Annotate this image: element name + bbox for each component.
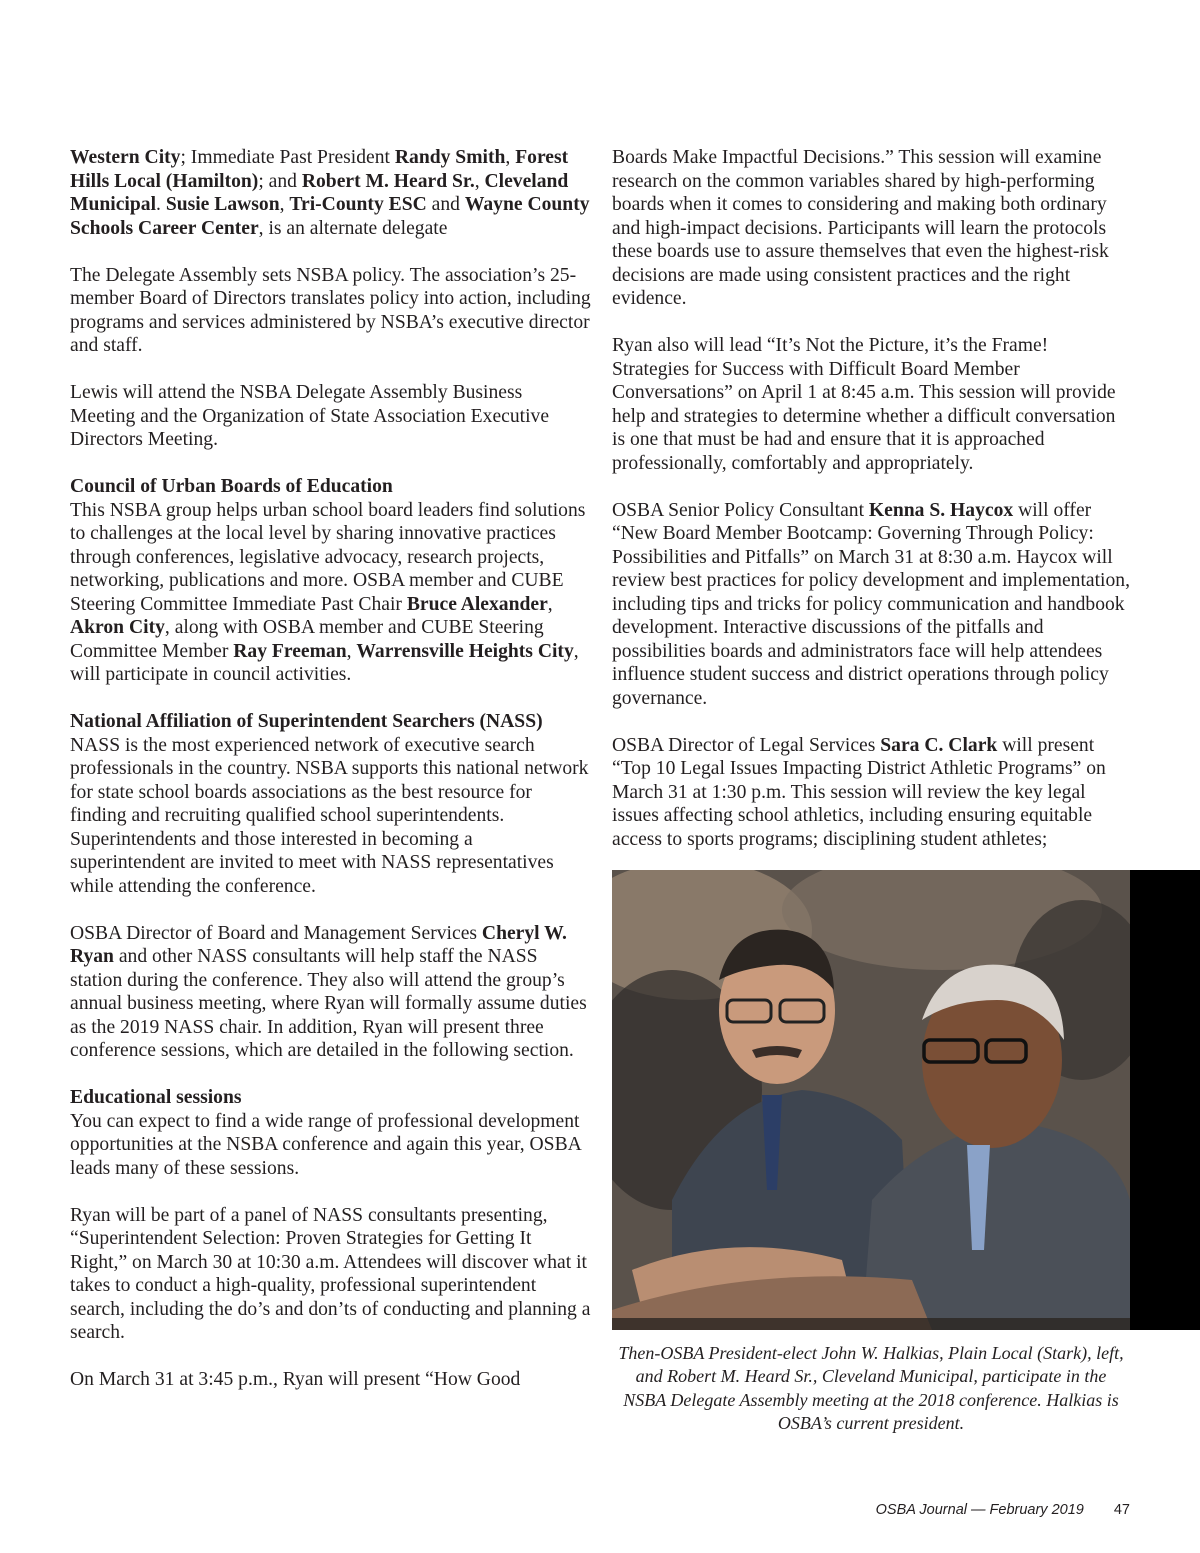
paragraph-how-good-boards: On March 31 at 3:45 p.m., Ryan will present “How Good <box>70 1369 521 1390</box>
page-footer <box>760 1502 1130 1518</box>
conference-photo <box>612 870 1130 1330</box>
paragraph-lewis: Lewis will attend the NSBA Delegate Assembly Business Meeting and the Organization of State Association Executive Directors Meeting. <box>70 382 550 450</box>
paragraph-sessions-intro: You can expect to find a wide range of professional development opportunities at the NSBA conference and again this year, OSBA leads many of these sessions. <box>70 1110 581 1179</box>
paragraph-impactful-decisions: Boards Make Impactful Decisions.” This session will examine research on the common variables shared by high-performing boards when it comes to considering and making both ordinary and high-impact decisions. Participants will learn the protocols these boards use to assure themselves that even the highest-risk decisions are made using consistent practices and the right evidence. <box>612 147 1109 309</box>
journal-title: OSBA Journal — February 2019 <box>875 1502 1084 1518</box>
paragraph-ryan-nass: OSBA Director of Board and Management Services Cheryl W. Ryan and other NASS consultants will help staff the NASS station during the conference. They also will attend the group’s annual business meeting, where Ryan will formally assume duties as the 2019 NASS chair. In addition, Ryan will present three conference sessions, which are detailed in the following section. <box>70 922 587 1061</box>
right-column <box>612 146 1130 875</box>
paragraph-superintendent-selection: Ryan will be part of a panel of NASS consultants presenting, “Superintendent Selection: Proven Strategies for Getting It Right,” on March 30 at 10:30 a.m. Attendees will discover what it takes to conduct a high-quality, professional superintendent search, including the do’s and don’ts of conducting and planning a search. <box>70 1204 591 1343</box>
photo-caption: Then-OSBA President-elect John W. Halkias, Plain Local (Stark), left, and Robert M. Heard Sr., Cleveland Municipal, participate in the NSBA Delegate Assembly meeting at the 2018 conference. Halkias is OSBA’s current president. <box>618 1343 1124 1433</box>
paragraph-cube: This NSBA group helps urban school board leaders find solutions to challenges at the local level by sharing innovative practices through conferences, legislative advocacy, research projects, networking, publications and more. OSBA member and CUBE Steering Committee Immediate Past Chair Bruce Alexander, Akron City, along with OSBA member and CUBE Steering Committee Member Ray Freeman, Warrensville Heights City, will participate in council activities. <box>70 499 586 685</box>
heading-nass: National Affiliation of Superintendent Searchers (NASS) <box>70 711 543 732</box>
page-number: 47 <box>1113 1502 1130 1518</box>
conference-photo-illustration <box>612 870 1130 1330</box>
paragraph-nass: NASS is the most experienced network of executive search professionals in the country. NSBA supports this national network for state school boards associations as the best resource for finding and recruiting qualified school superintendents. Superintendents and those interested in becoming a superintendent are invited to meet with NASS representatives while attending the conference. <box>70 734 589 897</box>
heading-educational-sessions: Educational sessions <box>70 1087 242 1108</box>
paragraph-delegates: Western City; Immediate Past President Randy Smith, Forest Hills Local (Hamilton); and Robert M. Heard Sr., Cleveland Municipal. Susie Lawson, Tri-County ESC and Wayne County Schools Career Center, is an alternate delegate <box>70 147 590 239</box>
photo-black-bar <box>1130 870 1200 1330</box>
left-column <box>70 146 592 1415</box>
heading-cube: Council of Urban Boards of Education <box>70 476 393 497</box>
paragraph-difficult-conversations: Ryan also will lead “It’s Not the Picture, it’s the Frame! Strategies for Success with Difficult Board Member Conversations” on April 1 at 8:45 a.m. This session will provide help and strategies to determine whether a difficult conversation is one that must be had and ensure that it is approached professionally, comfortably and appropriately. <box>612 335 1116 474</box>
paragraph-delegate-assembly: The Delegate Assembly sets NSBA policy. The association’s 25-member Board of Directors translates policy into action, including programs and services administered by NSBA’s executive director and staff. <box>70 264 591 356</box>
paragraph-haycox-bootcamp: OSBA Senior Policy Consultant Kenna S. Haycox will offer “New Board Member Bootcamp: Governing Through Policy: Possibilities and Pitfalls” on March 31 at 8:30 a.m. Haycox will review best practices for policy development and implementation, including tips and tricks for policy communication and handbook development. Interactive discussions of the pitfalls and possibilities boards and administrators face will help attendees influence student success and district operations through policy governance. <box>612 499 1130 709</box>
paragraph-clark-legal: OSBA Director of Legal Services Sara C. Clark will present “Top 10 Legal Issues Impacting District Athletic Programs” on March 31 at 1:30 p.m. This session will review the key legal issues affecting school athletics, including ensuring equitable access to sports programs; disciplining student athletes; <box>612 734 1106 850</box>
